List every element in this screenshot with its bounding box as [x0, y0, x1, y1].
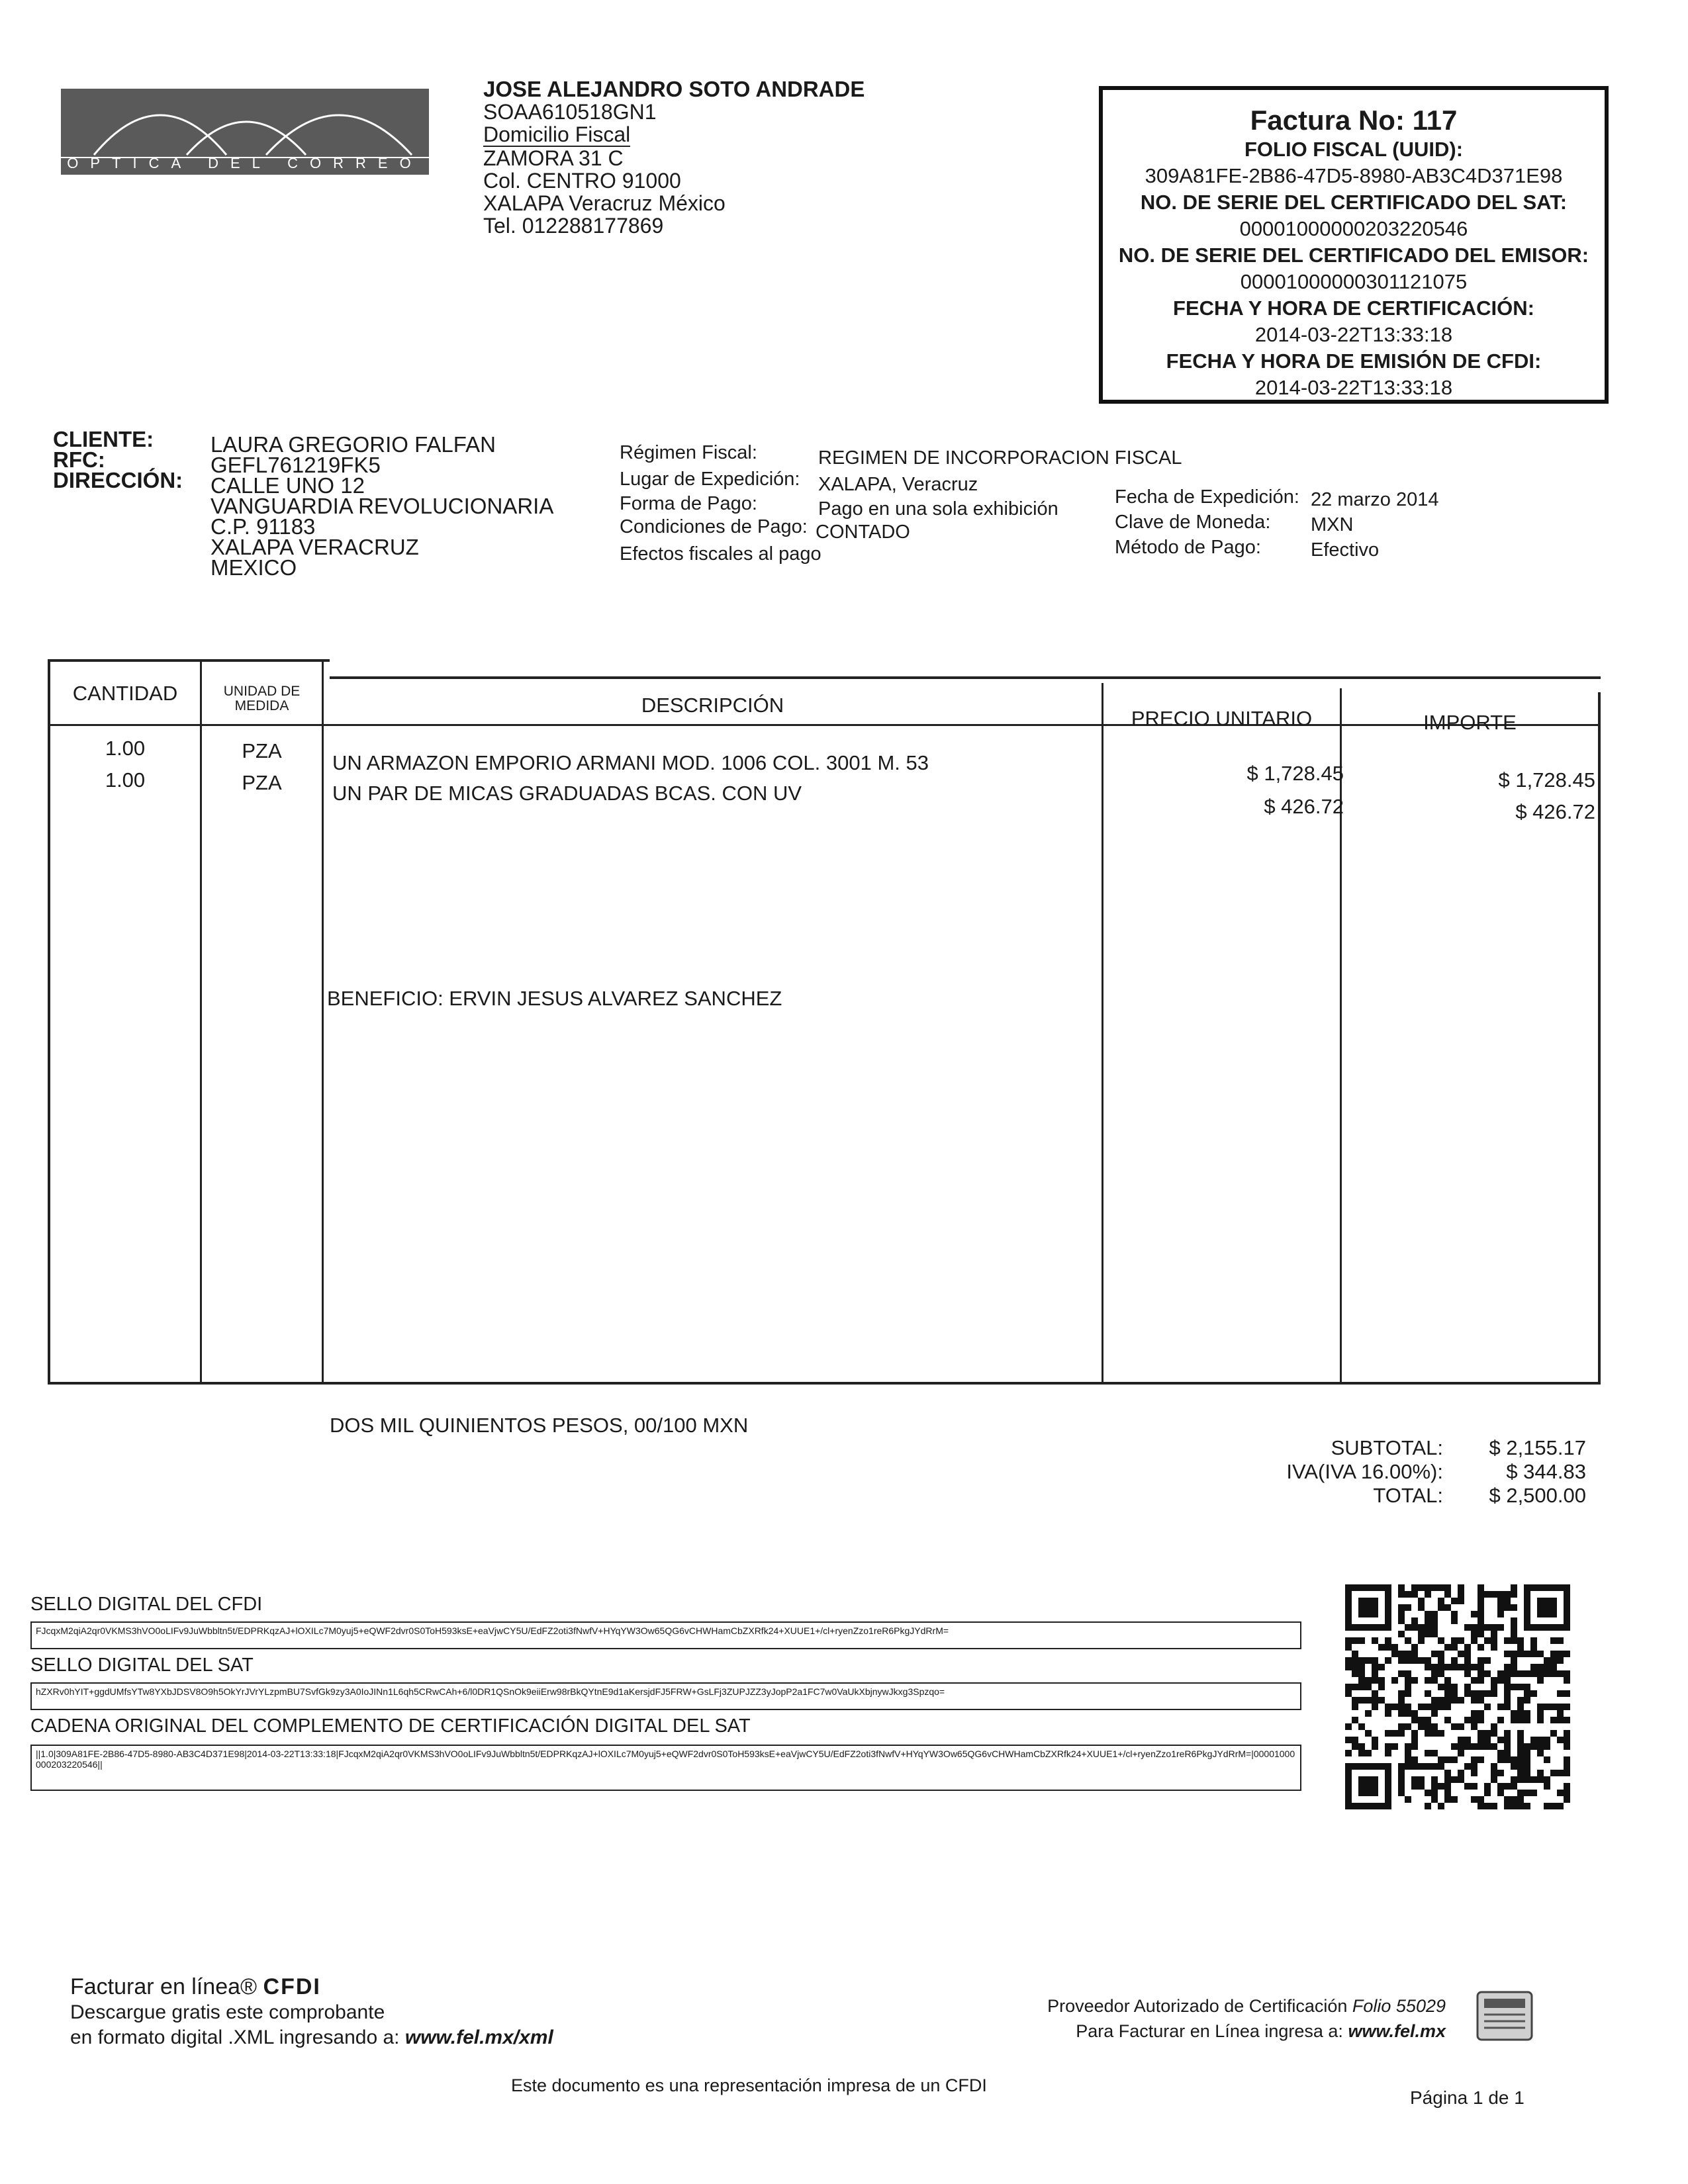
- metodo-label: Método de Pago:: [1115, 537, 1261, 558]
- row-cantidad: 1.00: [105, 768, 146, 792]
- cadena-box: ||1.0|309A81FE-2B86-47D5-8980-AB3C4D371E98|2014-03-22T13:33:18|FJcqxM2qiA2qr0VKMS3hVO0oLIFv9JuWbbltn5t/EDPRKqzAJ+lOXILc7M0yuj5+eQWF2dvr0S0ToH593ksE+eaVjwCY5U/EdFZ2oti3fNwfV+HYqYW3Ow65QG6vCHWHamCbZXRfk24+XUUE1+/cl+ryenZzo1reR6PkgJYdRrM=|00001000000203220546||: [30, 1745, 1301, 1791]
- table-border-right: [1598, 692, 1601, 1385]
- metodo-value: Efectivo: [1311, 539, 1380, 561]
- sello-cfdi-label: SELLO DIGITAL DEL CFDI: [30, 1594, 263, 1615]
- cert-sat-label: NO. DE SERIE DEL CERTIFICADO DEL SAT:: [1140, 191, 1568, 214]
- folio-label: FOLIO FISCAL (UUID):: [1244, 138, 1464, 161]
- footer-brand-cfdi: CFDI: [263, 1974, 321, 1999]
- row-importe: $ 426.72: [1515, 800, 1595, 823]
- cert-emisor-value: 00001000000301121075: [1240, 270, 1468, 293]
- issuer-colonia: Col. CENTRO 91000: [483, 169, 681, 193]
- fiscal-values-2: [1311, 487, 1438, 563]
- pac-text: Proveedor Autorizado de Certificación: [1047, 1996, 1348, 2016]
- footer-brand-text: Facturar en línea: [70, 1974, 241, 1999]
- header-unidad: [202, 684, 322, 713]
- moneda-value: MXN: [1311, 514, 1354, 535]
- invoice-info-box: [1099, 86, 1609, 404]
- qr-code-graphic: [1345, 1584, 1570, 1809]
- row-descripcion: UN PAR DE MICAS GRADUADAS BCAS. CON UV: [332, 782, 802, 805]
- footer-line2-text: en formato digital .XML ingresando a:: [70, 2026, 400, 2048]
- issuer-domicilio-label: Domicilio Fiscal: [483, 122, 631, 146]
- qr-code: [1345, 1584, 1570, 1809]
- total-label: TOTAL:: [1373, 1484, 1443, 1507]
- total-value: $ 2,500.00: [1489, 1484, 1586, 1507]
- client-rfc: GEFL761219FK5: [211, 453, 381, 477]
- row-precio: $ 426.72: [1264, 795, 1344, 818]
- company-logo: [61, 89, 429, 175]
- row-importe: $ 1,728.45: [1498, 768, 1595, 792]
- row-precio: $ 1,728.45: [1246, 762, 1344, 785]
- client-address-line: CALLE UNO 12: [211, 473, 365, 498]
- client-address-line: VANGUARDIA REVOLUCIONARIA: [211, 494, 554, 518]
- total-in-words: DOS MIL QUINIENTOS PESOS, 00/100 MXN: [330, 1414, 749, 1437]
- totals-labels: [1178, 1436, 1443, 1508]
- issuer-rfc: SOAA610518GN1: [483, 100, 657, 124]
- pac2-text: Para Facturar en Línea ingresa a:: [1076, 2021, 1343, 2041]
- fiscal-labels: [620, 439, 821, 569]
- header-unidad-line: UNIDAD DE: [223, 684, 301, 699]
- fecha-exp-label: Fecha de Expedición:: [1115, 486, 1299, 508]
- footer-xml-link[interactable]: www.fel.mx/xml: [404, 2026, 553, 2048]
- sello-cfdi-box: FJcqxM2qiA2qr0VKMS3hVO0oLIFv9JuWbbltn5t/EDPRKqzAJ+lOXILc7M0yuj5+eQWF2dvr0S0ToH593ksE+eaVjwCY5U/EdFZ2oti3fNwfV+HYqYW3Ow65QG6vCHWHamCbZXRfk24+XUUE1+/cl+ryenZzo1reR6PkgJYdRrM=: [30, 1621, 1301, 1649]
- cert-emisor-label: NO. DE SERIE DEL CERTIFICADO DEL EMISOR:: [1118, 244, 1589, 267]
- row-cantidad: 1.00: [105, 737, 146, 760]
- footer-right: [847, 1993, 1446, 2044]
- subtotal-value: $ 2,155.17: [1489, 1436, 1586, 1459]
- footer-brand-reg: ®: [240, 1974, 258, 1999]
- pac-line2: [847, 2019, 1446, 2044]
- fecha-exp-value: 22 marzo 2014: [1311, 489, 1439, 510]
- client-address-line: XALAPA VERACRUZ: [211, 535, 419, 559]
- issuer-street: ZAMORA 31 C: [483, 146, 624, 170]
- fecha-cert-value: 2014-03-22T13:33:18: [1254, 323, 1453, 346]
- regimen-value: REGIMEN DE INCORPORACION FISCAL: [818, 447, 1182, 469]
- table-border-top: [330, 676, 1601, 679]
- header-unidad-line: MEDIDA: [234, 698, 289, 713]
- invoice-number: Factura No: 117: [1250, 105, 1458, 136]
- table-border-bottom: [48, 1382, 1601, 1385]
- fel-link[interactable]: www.fel.mx: [1348, 2021, 1446, 2041]
- condiciones-label: Condiciones de Pago:: [620, 516, 808, 537]
- table-border-top: [48, 659, 330, 662]
- totals-values: [1454, 1436, 1586, 1508]
- sello-sat-box: hZXRv0hYIT+ggdUMfsYTw8YXbJDSV8O9h5OkYrJVrYLzpmBU7SvfGk9zy3A0IoJINn1L6qh5CRwCAh+6/l0DR1QSnOk9eiiErw98rBkQYtnE9d1aKersjdFJ5FRW+GsLFj3ZUPJZZ3yJopP2a1FC7w0VaUkXbjnywJkxg3Spzqo=: [30, 1682, 1301, 1710]
- page-number: Página 1 de 1: [1410, 2087, 1524, 2108]
- forma-label: Forma de Pago:: [620, 493, 757, 514]
- pac-line: [847, 1993, 1446, 2019]
- header-precio: PRECIO UNITARIO: [1131, 707, 1313, 730]
- footer-note: Este documento es una representación impresa de un CFDI: [511, 2075, 987, 2095]
- header-importe: IMPORTE: [1423, 711, 1517, 734]
- fiscal-labels-2: [1115, 484, 1299, 560]
- issuer-name: JOSE ALEJANDRO SOTO ANDRADE: [483, 77, 865, 101]
- client-name: LAURA GREGORIO FALFAN: [211, 432, 496, 457]
- issuer-tel: Tel. 012288177869: [483, 214, 664, 238]
- client-values: [211, 434, 553, 578]
- sello-sat-label: SELLO DIGITAL DEL SAT: [30, 1655, 254, 1676]
- rfc-label: RFC:: [53, 447, 105, 472]
- lugar-label: Lugar de Expedición:: [620, 469, 800, 490]
- cert-sat-value: 00001000000203220546: [1239, 217, 1468, 240]
- subtotal-label: SUBTOTAL:: [1331, 1436, 1443, 1459]
- condiciones-value: CONTADO: [816, 522, 910, 543]
- row-unidad: PZA: [242, 771, 282, 794]
- cadena-label: CADENA ORIGINAL DEL COMPLEMENTO DE CERTIFICACIÓN DIGITAL DEL SAT: [30, 1715, 751, 1737]
- seal-graphic: [1475, 1989, 1534, 2045]
- issuer-block: [483, 78, 865, 237]
- fecha-emision-label: FECHA Y HORA DE EMISIÓN DE CFDI:: [1166, 349, 1542, 373]
- client-labels: [53, 429, 183, 490]
- fecha-emision-value: 2014-03-22T13:33:18: [1254, 376, 1453, 399]
- iva-value: $ 344.83: [1506, 1460, 1586, 1483]
- pac-folio: Folio 55029: [1352, 1996, 1446, 2016]
- col-divider: [322, 662, 324, 1383]
- footer-left: [70, 1974, 553, 2050]
- fecha-cert-label: FECHA Y HORA DE CERTIFICACIÓN:: [1173, 296, 1534, 320]
- footer-brand: [70, 1974, 553, 2000]
- logo-text: OPTICA DEL CORREO: [67, 155, 423, 171]
- moneda-label: Clave de Moneda:: [1115, 512, 1271, 533]
- iva-label: IVA(IVA 16.00%):: [1286, 1460, 1443, 1483]
- regimen-label: Régimen Fiscal:: [620, 442, 757, 463]
- client-address-line: MEXICO: [211, 555, 297, 580]
- lugar-value: XALAPA, Veracruz: [818, 474, 978, 495]
- issuer-city: XALAPA Veracruz México: [483, 191, 726, 215]
- certificate-seal-icon: [1475, 1989, 1534, 2045]
- efectos-text: Efectos fiscales al pago: [620, 543, 821, 565]
- client-address-line: C.P. 91183: [211, 514, 316, 539]
- header-cantidad: CANTIDAD: [72, 682, 178, 705]
- header-descripcion: DESCRIPCIÓN: [641, 694, 784, 717]
- row-unidad: PZA: [242, 739, 282, 762]
- footer-line2: [70, 2025, 553, 2050]
- folio-value: 309A81FE-2B86-47D5-8980-AB3C4D371E98: [1145, 164, 1563, 187]
- cliente-label: CLIENTE:: [53, 427, 154, 451]
- row-descripcion: UN ARMAZON EMPORIO ARMANI MOD. 1006 COL. 3001 M. 53: [332, 751, 929, 774]
- forma-value: Pago en una sola exhibición: [818, 498, 1058, 520]
- direccion-label: DIRECCIÓN:: [53, 468, 183, 492]
- beneficio-note: BENEFICIO: ERVIN JESUS ALVAREZ SANCHEZ: [327, 987, 782, 1010]
- footer-line1: Descargue gratis este comprobante: [70, 2001, 385, 2023]
